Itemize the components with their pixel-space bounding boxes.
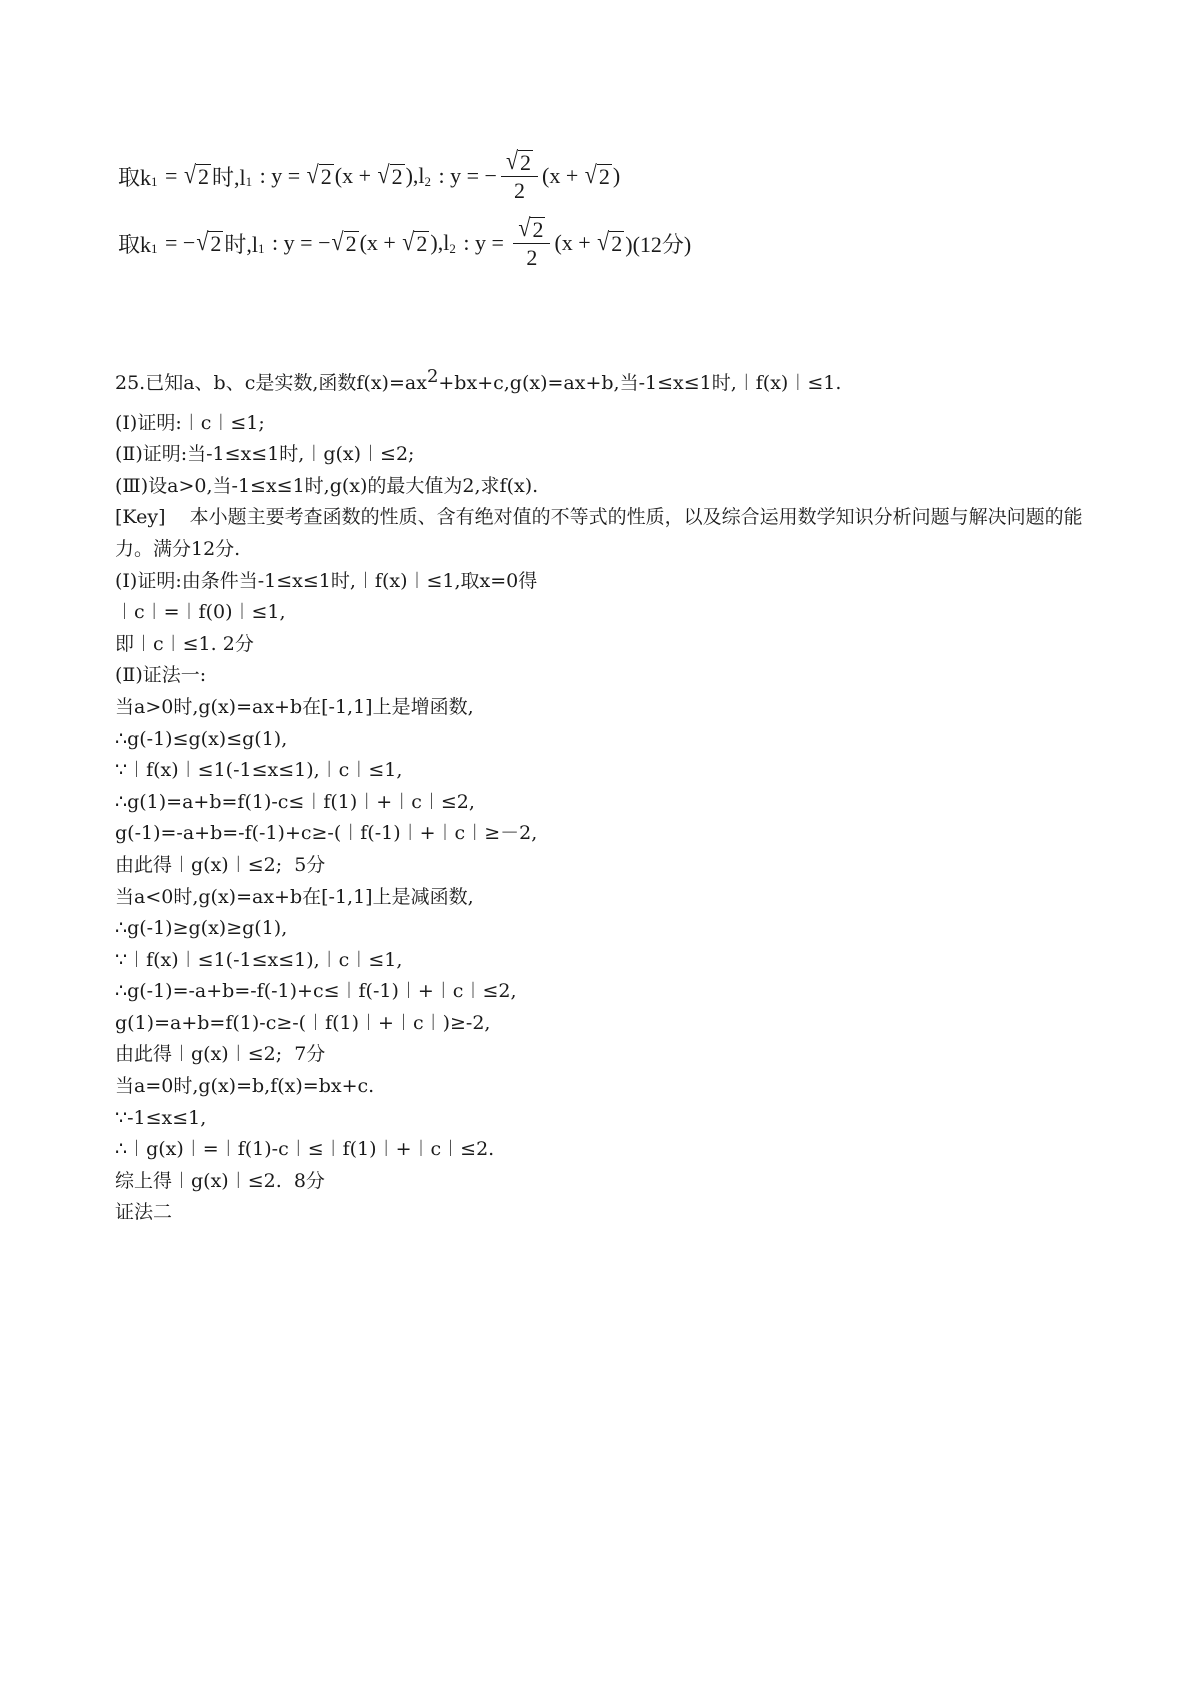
problem-statement [115, 368, 1095, 400]
formula-text: : y = − [266, 230, 331, 255]
statement-text: 25.已知a、b、c是实数,函数f(x)=ax [115, 372, 427, 394]
text-line: 证法二 [115, 1201, 173, 1224]
text-line: g(1)=a+b=f(1)-c≥-(︱f(1)︱+︱c︱)≥-2, [115, 1011, 491, 1034]
sqrt-expression: √ 2 [402, 226, 428, 256]
radicand: 2 [598, 163, 610, 189]
formula-text: ) [612, 163, 621, 188]
sqrt-expression: √ 2 [597, 226, 623, 256]
formula-text: (x + [542, 163, 584, 188]
formula-text: 取k [118, 231, 152, 257]
text-line: ∵-1≤x≤1, [115, 1106, 207, 1129]
text-line: 由此得︱g(x)︱≤2; 5分 [115, 853, 326, 876]
text-line: ∵︱f(x)︱≤1(-1≤x≤1),︱c︱≤1, [115, 948, 403, 971]
text-line: ∴g(-1)≥g(x)≥g(1), [115, 917, 288, 940]
text-line: ∴g(-1)=-a+b=-f(-1)+c≤︱f(-1)︱+︱c︱≤2, [115, 980, 517, 1003]
formula-text: )(12分) [625, 231, 692, 257]
problem-25-body [115, 368, 1095, 1229]
sqrt-expression: √ 2 [505, 145, 532, 175]
text-line: 当a>0时,g(x)=ax+b在[-1,1]上是增函数, [115, 695, 474, 718]
fraction-denominator: 2 [513, 177, 525, 203]
text-line: ∵︱f(x)︱≤1(-1≤x≤1),︱c︱≤1, [115, 759, 403, 782]
formula-line-1 [118, 141, 620, 211]
text-line: ∴g(1)=a+b=f(1)-c≤︱f(1)︱+︱c︱≤2, [115, 790, 475, 813]
text-line: g(-1)=-a+b=-f(-1)+c≥-(︱f(-1)︱+︱c︱≥－2, [115, 822, 538, 845]
subscript: 1 [151, 174, 158, 189]
text-line: (Ⅰ)证明:︱c︱≤1; [115, 411, 265, 434]
subscript: 2 [424, 174, 432, 189]
text-line: (Ⅲ)设a>0,当-1≤x≤1时,g(x)的最大值为2,求f(x). [115, 474, 539, 497]
formula-text: (x + [359, 230, 402, 255]
radicand: 2 [198, 163, 210, 189]
formula-text: (x + [334, 163, 377, 188]
text-line: ∴︱g(x)︱=︱f(1)-c︱≤︱f(1)︱+︱c︱≤2. [115, 1138, 495, 1161]
statement-text: +bx+c,g(x)=ax+b,当-1≤x≤1时,︱f(x)︱≤1. [438, 372, 842, 394]
text-line: (Ⅱ)证法一: [115, 664, 207, 687]
formula-text: = [159, 163, 183, 188]
radicand: 2 [611, 230, 623, 256]
subscript: 1 [258, 241, 265, 256]
fraction [501, 145, 538, 203]
formula-line-2 [118, 208, 691, 278]
sqrt-expression: √ 2 [518, 212, 544, 242]
sqrt-expression: √ 2 [306, 159, 332, 189]
radicand: 2 [416, 230, 428, 256]
formula-text: = − [159, 230, 196, 255]
radicand: 2 [320, 163, 332, 189]
fraction-denominator: 2 [526, 244, 538, 270]
text-line: ∴g(-1)≤g(x)≤g(1), [115, 727, 288, 750]
text-line: 当a=0时,g(x)=b,f(x)=bx+c. [115, 1075, 375, 1098]
sqrt-expression: √ 2 [196, 226, 222, 256]
formula-text: 取k [118, 164, 152, 190]
formula-text: (x + [554, 230, 597, 255]
radicand: 2 [520, 149, 532, 175]
formula-text: : y = − [433, 163, 497, 188]
subscript: 2 [449, 241, 456, 256]
radicand: 2 [532, 216, 544, 242]
key-paragraph: [Key] 本小题主要考查函数的性质、含有绝对值的不等式的性质，以及综合运用数学知识分析问题与解决问题的能力。满分12分. [115, 506, 1083, 560]
text-line: (Ⅰ)证明:由条件当-1≤x≤1时,︱f(x)︱≤1,取x=0得 [115, 569, 538, 592]
text-line: 由此得︱g(x)︱≤2; 7分 [115, 1043, 326, 1066]
formula-text: 时,l [212, 164, 246, 190]
formula-text: ),l [405, 163, 425, 188]
formula-text: 时,l [224, 231, 259, 257]
radicand: 2 [210, 230, 222, 256]
radicand: 2 [345, 230, 357, 256]
sqrt-expression: √ 2 [331, 226, 357, 256]
fraction [513, 212, 550, 270]
text-line: 综上得︱g(x)︱≤2. 8分 [115, 1169, 325, 1192]
text-line: 即︱c︱≤1. 2分 [115, 632, 254, 655]
radicand: 2 [391, 163, 403, 189]
formula-text: : y = [254, 163, 306, 188]
text-line: (Ⅱ)证明:当-1≤x≤1时,︱g(x)︱≤2; [115, 443, 415, 466]
subscript: 1 [151, 241, 158, 256]
formula-text: : y = [457, 230, 510, 255]
text-line: ︱c︱=︱f(0)︱≤1, [115, 601, 286, 624]
sqrt-expression: √ 2 [377, 159, 403, 189]
sqrt-expression: √ 2 [183, 159, 210, 189]
formula-text: ),l [430, 230, 450, 255]
sqrt-expression: √ 2 [584, 159, 610, 189]
subscript: 1 [245, 174, 253, 189]
superscript: 2 [426, 366, 439, 387]
text-line: 当a<0时,g(x)=ax+b在[-1,1]上是减函数, [115, 885, 474, 908]
